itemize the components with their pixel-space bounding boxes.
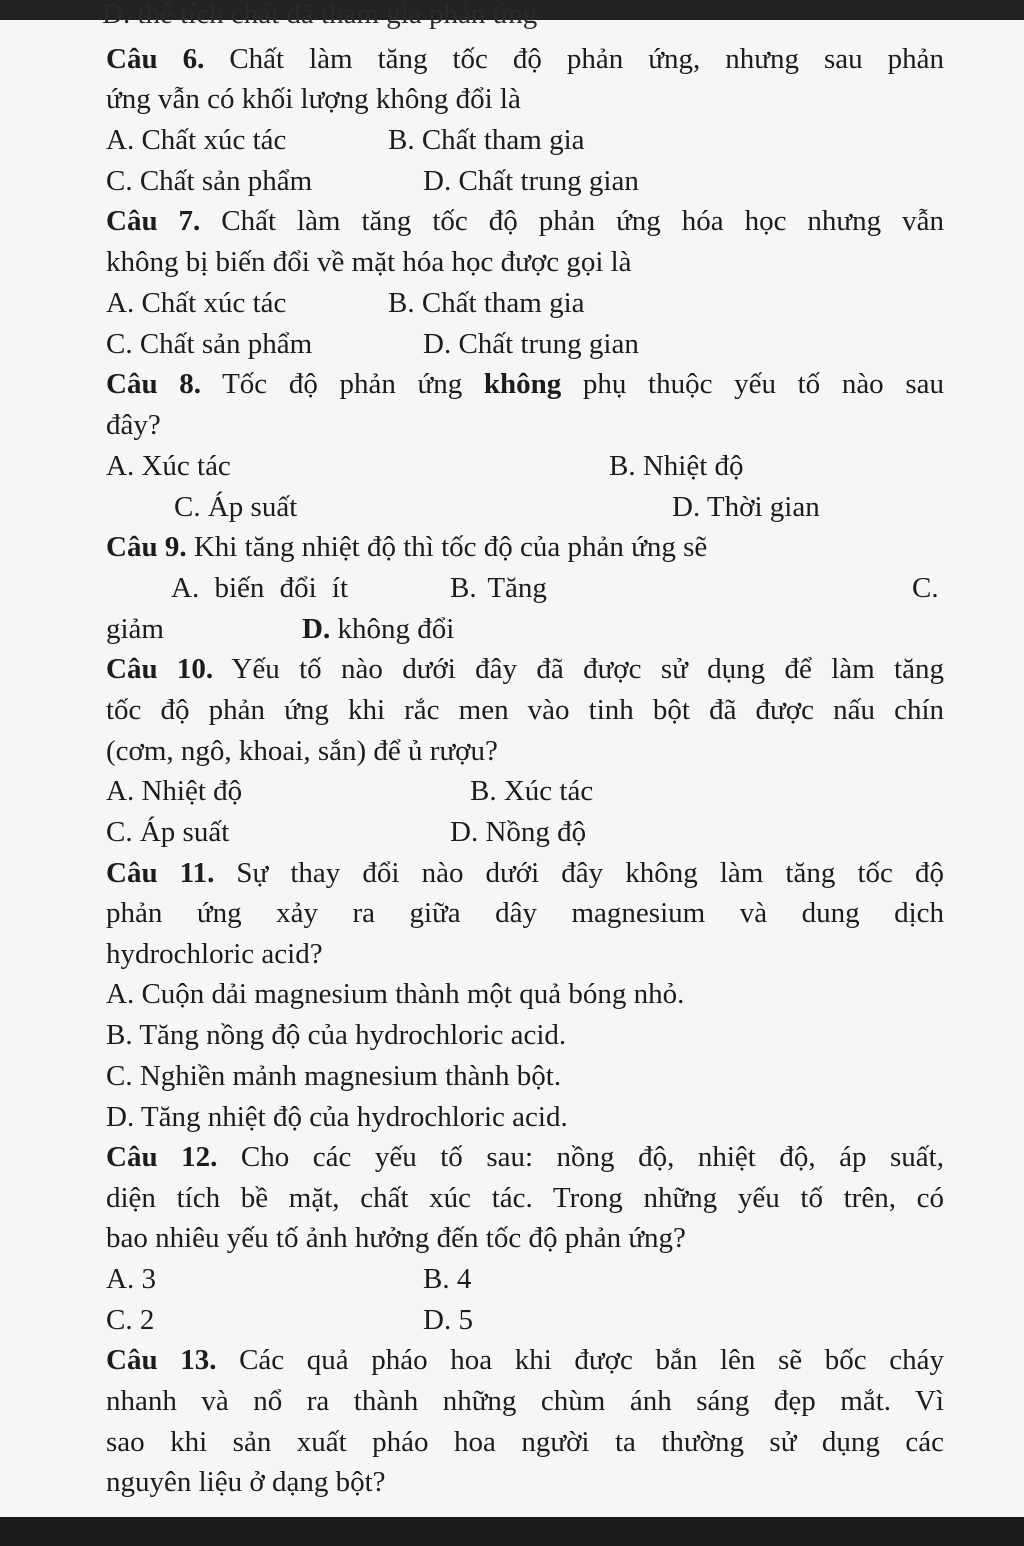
q8-options-row-2: [106, 490, 944, 524]
q6-text-1: Chất làm tăng tốc độ phản ứng, nhưng sau phản: [204, 43, 945, 75]
q8-option-b: B. Nhiệt độ: [609, 450, 744, 482]
cut-off-previous-line: D. thể tích chất đã tham gia phản ứng: [102, 0, 538, 30]
q13-line-4: nguyên liệu ở dạng bột?: [106, 1466, 386, 1498]
q6-number: Câu 6.: [106, 43, 205, 75]
q6-option-a: A. Chất xúc tác: [106, 124, 287, 156]
q9-option-d-label: D.: [302, 613, 331, 645]
bottom-frame-bar: [0, 1517, 1024, 1546]
q11-option-c: C. Nghiền mảnh magnesium thành bột.: [106, 1060, 562, 1092]
q9-option-d: [302, 612, 454, 646]
q10-number: Câu 10.: [106, 653, 214, 685]
q12-options-row-1: [106, 1262, 944, 1296]
q12-number: Câu 12.: [106, 1141, 218, 1173]
q10-options-row-1: [106, 774, 944, 808]
q6-line-1: [106, 42, 944, 76]
q12-option-a: A. 3: [106, 1263, 156, 1295]
q8-number: Câu 8.: [106, 368, 201, 400]
q12-option-b: B. 4: [423, 1263, 472, 1295]
q6-option-c: C. Chất sản phẩm: [106, 165, 313, 197]
q9-option-a: A. biến đổi ít: [171, 572, 349, 604]
q7-line-2: không bị biến đổi về mặt hóa học được gọi là: [106, 246, 632, 278]
q12-option-d: D. 5: [423, 1304, 473, 1336]
q11-text-1: Sự thay đổi nào dưới đây không làm tăng tốc độ: [214, 857, 944, 889]
q9-options-row-2: [106, 612, 944, 646]
q8-option-d: D. Thời gian: [672, 491, 820, 523]
q7-option-d: D. Chất trung gian: [423, 328, 639, 360]
q7-number: Câu 7.: [106, 205, 201, 237]
q10-option-b: B. Xúc tác: [470, 775, 594, 807]
q7-option-b: B. Chất tham gia: [388, 287, 585, 319]
q11-number: Câu 11.: [106, 857, 215, 889]
q13-line-2: nhanh và nổ ra thành những chùm ánh sáng đẹp mắt. Vì: [106, 1385, 944, 1417]
q13-line-1: [106, 1343, 944, 1377]
q8-line-1: [106, 367, 944, 401]
q10-line-1: [106, 652, 944, 686]
q11-line-2: phản ứng xảy ra giữa dây magnesium và dung dịch: [106, 897, 944, 929]
q7-option-a: A. Chất xúc tác: [106, 287, 287, 319]
q11-option-d: D. Tăng nhiệt độ của hydrochloric acid.: [106, 1101, 568, 1133]
q10-option-c: C. Áp suất: [106, 816, 230, 848]
q8-line-2: đây?: [106, 409, 161, 441]
q8-emphasis: không: [483, 368, 562, 400]
q9-text-1: Khi tăng nhiệt độ thì tốc độ của phản ứng sẽ: [186, 531, 708, 563]
q11-option-a: A. Cuộn dải magnesium thành một quả bóng nhỏ.: [106, 978, 685, 1010]
q6-option-b: B. Chất tham gia: [388, 124, 585, 156]
q6-options-row-2: [106, 164, 944, 198]
q9-line-1: [106, 530, 707, 564]
q7-options-row-2: [106, 327, 944, 361]
q9-option-c-label: C.: [912, 572, 939, 604]
q13-text-1: Các quả pháo hoa khi được bắn lên sẽ bốc cháy: [216, 1344, 944, 1376]
q11-line-3: hydrochloric acid?: [106, 938, 323, 970]
q12-line-2: diện tích bề mặt, chất xúc tác. Trong những yếu tố trên, có: [106, 1182, 944, 1214]
q13-number: Câu 13.: [106, 1344, 217, 1376]
q10-option-d: D. Nồng độ: [450, 816, 587, 848]
q9-option-d-text: không đổi: [330, 613, 455, 645]
q12-text-1: Cho các yếu tố sau: nồng độ, nhiệt độ, áp suất,: [217, 1141, 944, 1173]
q12-option-c: C. 2: [106, 1304, 155, 1336]
q10-line-2: tốc độ phản ứng khi rắc men vào tinh bột đã được nấu chín: [106, 694, 944, 726]
q8-text-pre: Tốc độ phản ứng: [200, 368, 484, 400]
q10-line-3: (cơm, ngô, khoai, sắn) để ủ rượu?: [106, 735, 498, 767]
q6-line-2: ứng vẫn có khối lượng không đổi là: [106, 83, 521, 115]
q8-options-row-1: [106, 449, 944, 483]
q7-text-1: Chất làm tăng tốc độ phản ứng hóa học nhưng vẫn: [200, 205, 944, 237]
q6-option-d: D. Chất trung gian: [423, 165, 639, 197]
q12-options-row-2: [106, 1303, 944, 1337]
q7-options-row-1: [106, 286, 944, 320]
q10-text-1: Yếu tố nào dưới đây đã được sử dụng để làm tăng: [213, 653, 944, 685]
q12-line-1: [106, 1140, 944, 1174]
q9-option-b: B. Tăng: [450, 572, 547, 604]
q7-option-c: C. Chất sản phẩm: [106, 328, 313, 360]
q12-line-3: bao nhiêu yếu tố ảnh hưởng đến tốc độ phản ứng?: [106, 1222, 686, 1254]
q9-number: Câu 9.: [106, 531, 187, 563]
q11-line-1: [106, 856, 944, 890]
q8-text-post: phụ thuộc yếu tố nào sau: [561, 368, 944, 400]
q6-options-row-1: [106, 123, 944, 157]
q11-option-b: B. Tăng nồng độ của hydrochloric acid.: [106, 1019, 567, 1051]
q8-option-a: A. Xúc tác: [106, 450, 231, 482]
q9-option-c-text: giảm: [106, 613, 164, 645]
q7-line-1: [106, 204, 944, 238]
q10-option-a: A. Nhiệt độ: [106, 775, 243, 807]
q8-option-c: C. Áp suất: [174, 491, 298, 523]
q10-options-row-2: [106, 815, 944, 849]
q13-line-3: sao khi sản xuất pháo hoa người ta thường sử dụng các: [106, 1426, 944, 1458]
q9-options-row-1: [106, 571, 944, 605]
